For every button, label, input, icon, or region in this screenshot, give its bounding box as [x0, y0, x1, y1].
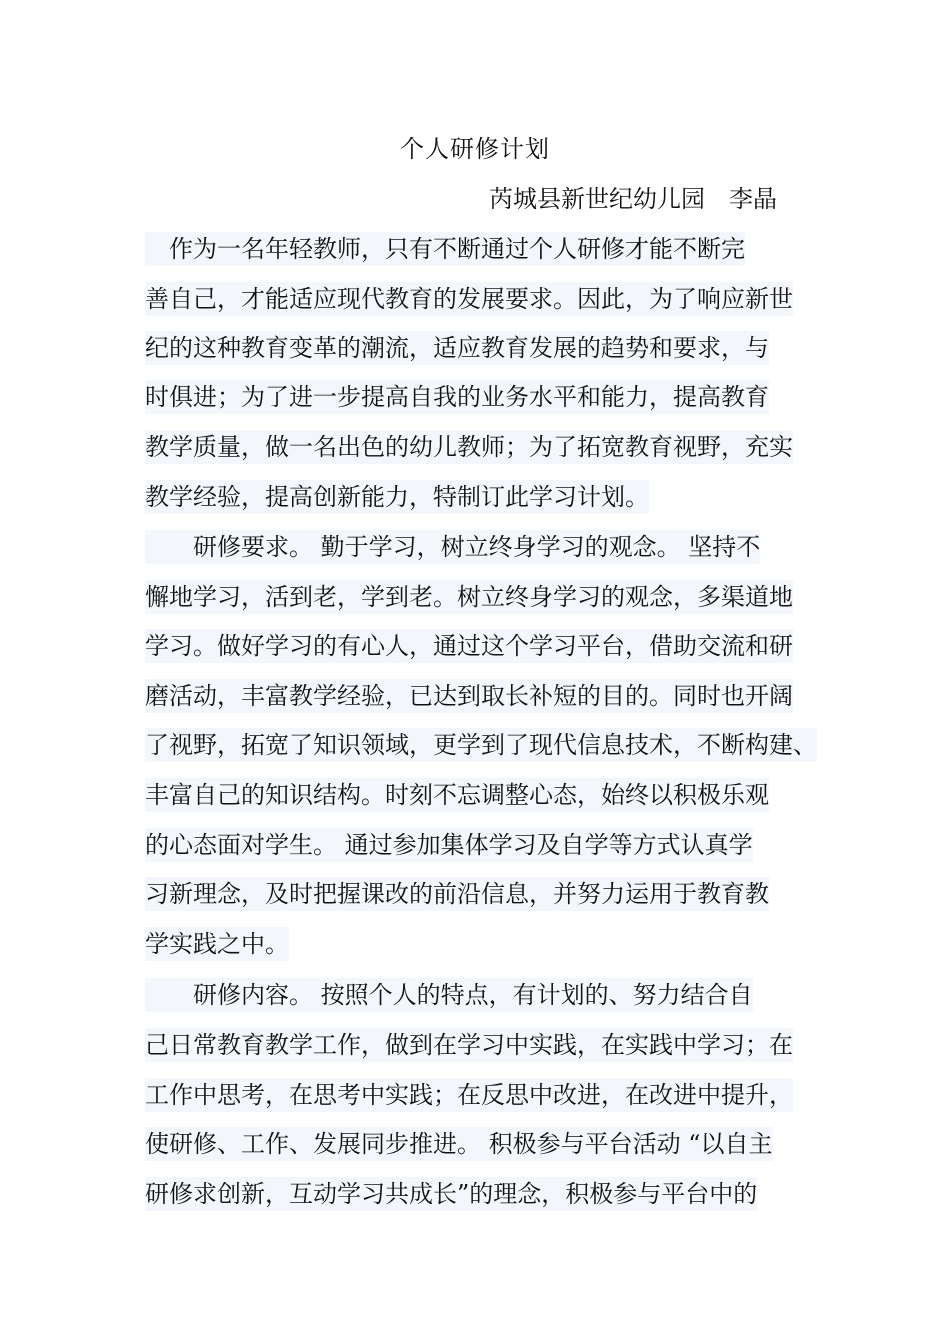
paragraph-line: 教学质量，做一名出色的幼儿教师；为了拓宽教育视野，充实: [145, 430, 793, 464]
paragraph-line: 习新理念，及时把握课改的前沿信息，并努力运用于教育教: [145, 877, 769, 911]
paragraph-line: 己日常教育教学工作，做到在学习中实践，在实践中学习；在: [145, 1028, 793, 1062]
paragraph-line: 工作中思考，在思考中实践；在反思中改进，在改进中提升，: [145, 1078, 793, 1112]
paragraph-line: 的心态面对学生。 通过参加集体学习及自学等方式认真学: [145, 828, 753, 862]
document-title: 个人研修计划: [400, 135, 550, 163]
paragraph-line: 了视野，拓宽了知识领域，更学到了现代信息技术，不断构建、: [145, 728, 817, 762]
paragraph-line: 磨活动，丰富教学经验，已达到取长补短的目的。同时也开阔: [145, 679, 793, 713]
author-line: 芮城县新世纪幼儿园 李晶: [489, 185, 777, 213]
paragraph-line: 丰富自己的知识结构。时刻不忘调整心态，始终以积极乐观: [145, 778, 769, 812]
paragraph-line: 研修内容。 按照个人的特点，有计划的、努力结合自: [145, 978, 753, 1012]
paragraph-line: 学实践之中。: [145, 927, 289, 961]
paragraph-line: 学习。做好学习的有心人，通过这个学习平台，借助交流和研: [145, 629, 793, 663]
paragraph-line: 研修求创新，互动学习共成长”的理念，积极参与平台中的: [145, 1177, 757, 1211]
paragraph-line: 研修要求。 勤于学习，树立终身学习的观念。 坚持不: [145, 530, 760, 564]
paragraph-line: 时俱进；为了进一步提高自我的业务水平和能力，提高教育: [145, 380, 769, 414]
paragraph-line: 教学经验，提高创新能力，特制订此学习计划。: [145, 480, 649, 514]
paragraph-line: 善自己，才能适应现代教育的发展要求。因此，为了响应新世: [145, 282, 793, 316]
paragraph-line: 使研修、工作、发展同步推进。 积极参与平台活动 “以自主: [145, 1127, 773, 1161]
paragraph-line: 纪的这种教育变革的潮流，适应教育发展的趋势和要求，与: [145, 331, 769, 365]
paragraph-line: 作为一名年轻教师，只有不断通过个人研修才能不断完: [145, 232, 745, 266]
paragraph-line: 懈地学习，活到老，学到老。树立终身学习的观念，多渠道地: [145, 580, 793, 614]
